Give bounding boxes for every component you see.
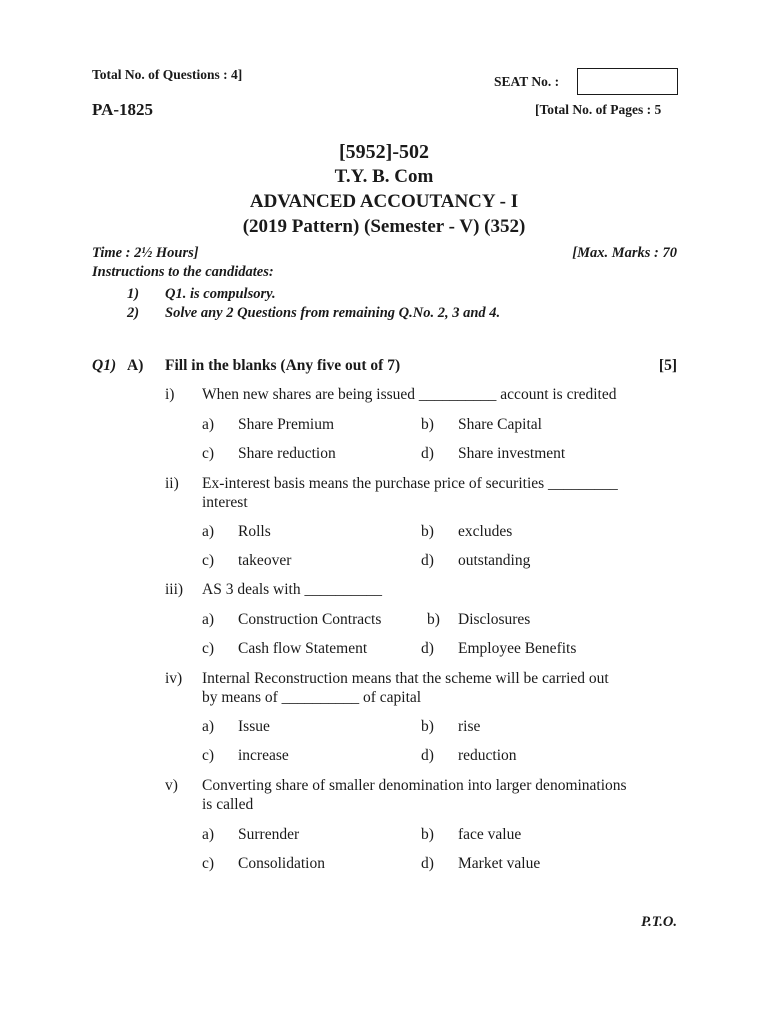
option-text: reduction — [458, 747, 517, 764]
pattern-semester: (2019 Pattern) (Semester - V) (352) — [242, 216, 526, 237]
item-number: i) — [165, 386, 175, 403]
item-number: iii) — [165, 581, 184, 598]
option-letter: c) — [202, 855, 215, 872]
option-letter: c) — [202, 640, 215, 657]
instruction-text: Q1. is compulsory. — [165, 286, 276, 302]
item-question-text: is called — [202, 796, 254, 813]
item-question-text: AS 3 deals with __________ — [202, 581, 382, 598]
option-text: Disclosures — [458, 611, 531, 628]
paper-code: PA-1825 — [92, 100, 154, 119]
option-letter: d) — [421, 640, 434, 657]
item-question-text: Ex-interest basis means the purchase price of securities _________ — [202, 475, 618, 492]
option-text: Share Premium — [238, 416, 334, 433]
exam-code: [5952]-502 — [339, 141, 429, 163]
question-part: A) — [127, 357, 144, 374]
question-heading: Fill in the blanks (Any five out of 7) — [165, 357, 401, 374]
option-text: outstanding — [458, 552, 531, 569]
option-text: takeover — [238, 552, 292, 569]
option-text: Share investment — [458, 445, 566, 462]
option-text: excludes — [458, 523, 513, 540]
option-text: Cash flow Statement — [238, 640, 368, 657]
option-letter: c) — [202, 552, 215, 569]
option-text: Construction Contracts — [238, 611, 382, 628]
question-marks: [5] — [658, 357, 677, 374]
time-allowed: Time : 2½ Hours] — [92, 245, 199, 261]
option-letter: d) — [421, 445, 434, 462]
item-question-text: Converting share of smaller denomination into larger denominations — [202, 777, 627, 794]
option-letter: a) — [202, 826, 215, 843]
option-text: Consolidation — [238, 855, 325, 872]
option-letter: d) — [421, 855, 434, 872]
item-number: iv) — [165, 670, 183, 687]
option-letter: d) — [421, 552, 434, 569]
please-turn-over: P.T.O. — [641, 914, 677, 930]
option-letter: c) — [202, 445, 215, 462]
option-letter: d) — [421, 747, 434, 764]
course-name: T.Y. B. Com — [334, 166, 434, 187]
option-text: rise — [458, 718, 481, 735]
item-question-text: Internal Reconstruction means that the scheme will be carried out — [202, 670, 609, 687]
instructions-heading: Instructions to the candidates: — [92, 264, 274, 280]
instruction-number: 2) — [127, 305, 140, 321]
seat-number-label: SEAT No. : — [494, 74, 560, 89]
instruction-number: 1) — [127, 286, 140, 302]
item-question-text: When new shares are being issued __________ account is credited — [202, 386, 617, 403]
option-letter: b) — [421, 826, 434, 843]
option-letter: b) — [427, 611, 440, 628]
option-text: Issue — [238, 718, 270, 735]
item-number: ii) — [165, 475, 179, 492]
option-text: Employee Benefits — [458, 640, 577, 657]
option-text: Share reduction — [238, 445, 336, 462]
total-pages: [Total No. of Pages : 5 — [535, 102, 662, 117]
total-questions: Total No. of Questions : 4] — [92, 67, 243, 82]
option-letter: b) — [421, 718, 434, 735]
seat-number-box[interactable] — [577, 68, 678, 95]
item-question-text: by means of __________ of capital — [202, 689, 422, 706]
instruction-text: Solve any 2 Questions from remaining Q.No. 2, 3 and 4. — [165, 305, 501, 321]
option-letter: b) — [421, 416, 434, 433]
option-letter: a) — [202, 416, 215, 433]
option-text: Rolls — [238, 523, 271, 540]
option-letter: b) — [421, 523, 434, 540]
option-letter: a) — [202, 718, 215, 735]
item-number: v) — [165, 777, 178, 794]
item-question-text: interest — [202, 494, 248, 511]
option-letter: a) — [202, 611, 215, 628]
option-text: Market value — [458, 855, 541, 872]
max-marks: [Max. Marks : 70 — [572, 245, 677, 261]
option-text: Share Capital — [458, 416, 542, 433]
option-letter: a) — [202, 523, 215, 540]
subject-title: ADVANCED ACCOUTANCY - I — [249, 191, 519, 212]
option-text: face value — [458, 826, 522, 843]
option-letter: c) — [202, 747, 215, 764]
option-text: Surrender — [238, 826, 300, 843]
option-text: increase — [238, 747, 289, 764]
question-label: Q1) — [92, 357, 117, 374]
